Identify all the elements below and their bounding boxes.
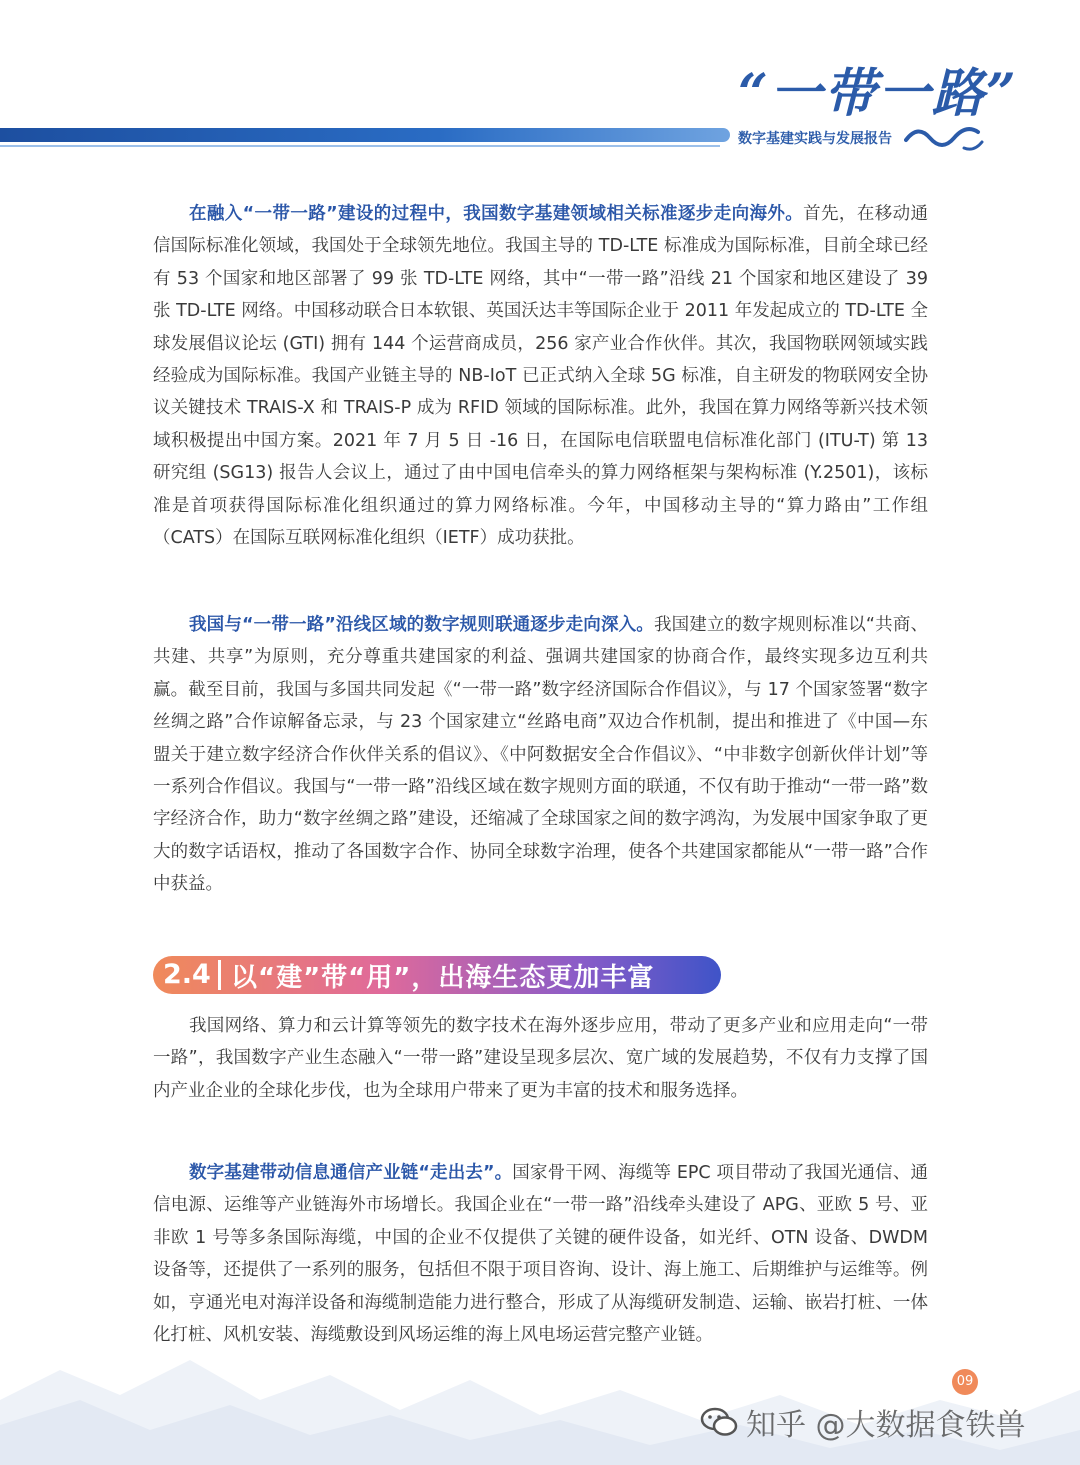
paragraph-lead: 数字基建带动信息通信产业链“走出去”。 [189,1163,513,1183]
header-bar [0,128,730,142]
paragraph-digital-rules [153,609,928,901]
wechat-icon [700,1407,738,1437]
section-title: 以“建”带“用”，出海生态更加丰富 [231,962,655,993]
paragraph-lead: 我国与“一带一路”沿线区域的数字规则联通逐步走向深入。 [189,615,654,635]
paragraph-body: 我国网络、算力和云计算等领先的数字技术在海外逐步应用，带动了更多产业和应用走向“一带一路”，我国数字产业生态融入“一带一路”建设呈现多层次、宽广域的发展趋势，不仅有力支撑了国内产业企业的全球化步伐，也为全球用户带来了更为丰富的技术和服务选择。 [153,1016,928,1101]
paragraph-industry-chain [153,1157,928,1351]
page-number: 09 [952,1369,978,1395]
section-heading [153,956,721,994]
paragraph-standards [153,198,928,554]
watermark-text: 知乎 @大数据食铁兽 [746,1408,1026,1443]
section-number: 2.4 [153,960,221,990]
wave-logo-icon [904,118,984,154]
header-divider [0,145,720,147]
brand-subtitle: 数字基建实践与发展报告 [738,131,892,147]
paragraph-lead: 在融入“一带一路”建设的过程中，我国数字基建领域相关标准逐步走向海外。 [189,204,804,224]
mountain-background [0,1330,1080,1465]
paragraph-body: 首先，在移动通信国际标准化领域，我国处于全球领先地位。我国主导的 TD-LTE 标准成为国际标准，目前全球已经有 53 个国家和地区部署了 99 张 TD-LTE 网络，其中“一带一路”沿线 21 个国家和地区建设了 39 张 TD-LTE 网络。中国移动联合日本软银、英国沃达丰等国际企业于 2011 年发起成立的 TD-LTE 全球发展倡议论坛 (GTI) 拥有 144 个运营商成员，256 家产业合作伙伴。其次，我国物联网领域实践经验成为国际标准。我国产业链主导的 NB-IoT 已正式纳入全球 5G 标准，自主研发的物联网安全协议关键技术 TRAIS-X 和 TRAIS-P 成为 RFID 领域的国际标准。此外，我国在算力网络等新兴技术领域积极提出中国方案。2021 年 7 月 5 日 -16 日，在国际电信联盟电信标准化部门 (ITU-T) 第 13 研究组 (SG13) 报告人会议上，通过了由中国电信牵头的算力网络框架与架构标准 (Y.2501)，该标准是首项获得国际标准化组织通过的算力网络标准。今年，中国移动主导的“算力路由”工作组（CATS）在国际互联网标准化组织（IETF）成功获批。 [153,204,928,549]
paragraph-body: 我国建立的数字规则标准以“共商、共建、共享”为原则，充分尊重共建国家的利益、强调共建国家的协商合作，最终实现多边互利共赢。截至目前，我国与多国共同发起《“一带一路”数字经济国际合作倡议》，与 17 个国家签署“数字丝绸之路”合作谅解备忘录，与 23 个国家建立“丝路电商”双边合作机制，提出和推进了《中国—东盟关于建立数字经济合作伙伴关系的倡议》、《中阿数据安全合作倡议》、“中非数字创新伙伴计划”等一系列合作倡议。我国与“一带一路”沿线区域在数字规则方面的联通，不仅有助于推动“一带一路”数字经济合作，助力“数字丝绸之路”建设，还缩减了全球国家之间的数字鸿沟，为发展中国家争取了更大的数字话语权，推动了各国数字合作、协同全球数字治理，使各个共建国家都能从“一带一路”合作中获益。 [153,615,928,895]
brand-title: “一带一路” [738,63,1018,124]
paragraph-body: 国家骨干网、海缆等 EPC 项目带动了我国光通信、通信电源、运维等产业链海外市场增长。我国企业在“一带一路”沿线牵头建设了 APG、亚欧 5 号、亚非欧 1 号等多条国际海缆，中国的企业不仅提供了关键的硬件设备，如光纤、OTN 设备、DWDM 设备等，还提供了一系列的服务，包括但不限于项目咨询、设计、海上施工、后期维护与运维等。例如，亨通光电对海洋设备和海缆制造能力进行整合，形成了从海缆研发制造、运输、嵌岩打桩、一体化打桩、风机安装、海缆敷设到风场运维的海上风电场运营完整产业链。 [153,1163,928,1346]
watermark [700,1402,1026,1442]
paragraph-ecosystem [153,1010,928,1107]
